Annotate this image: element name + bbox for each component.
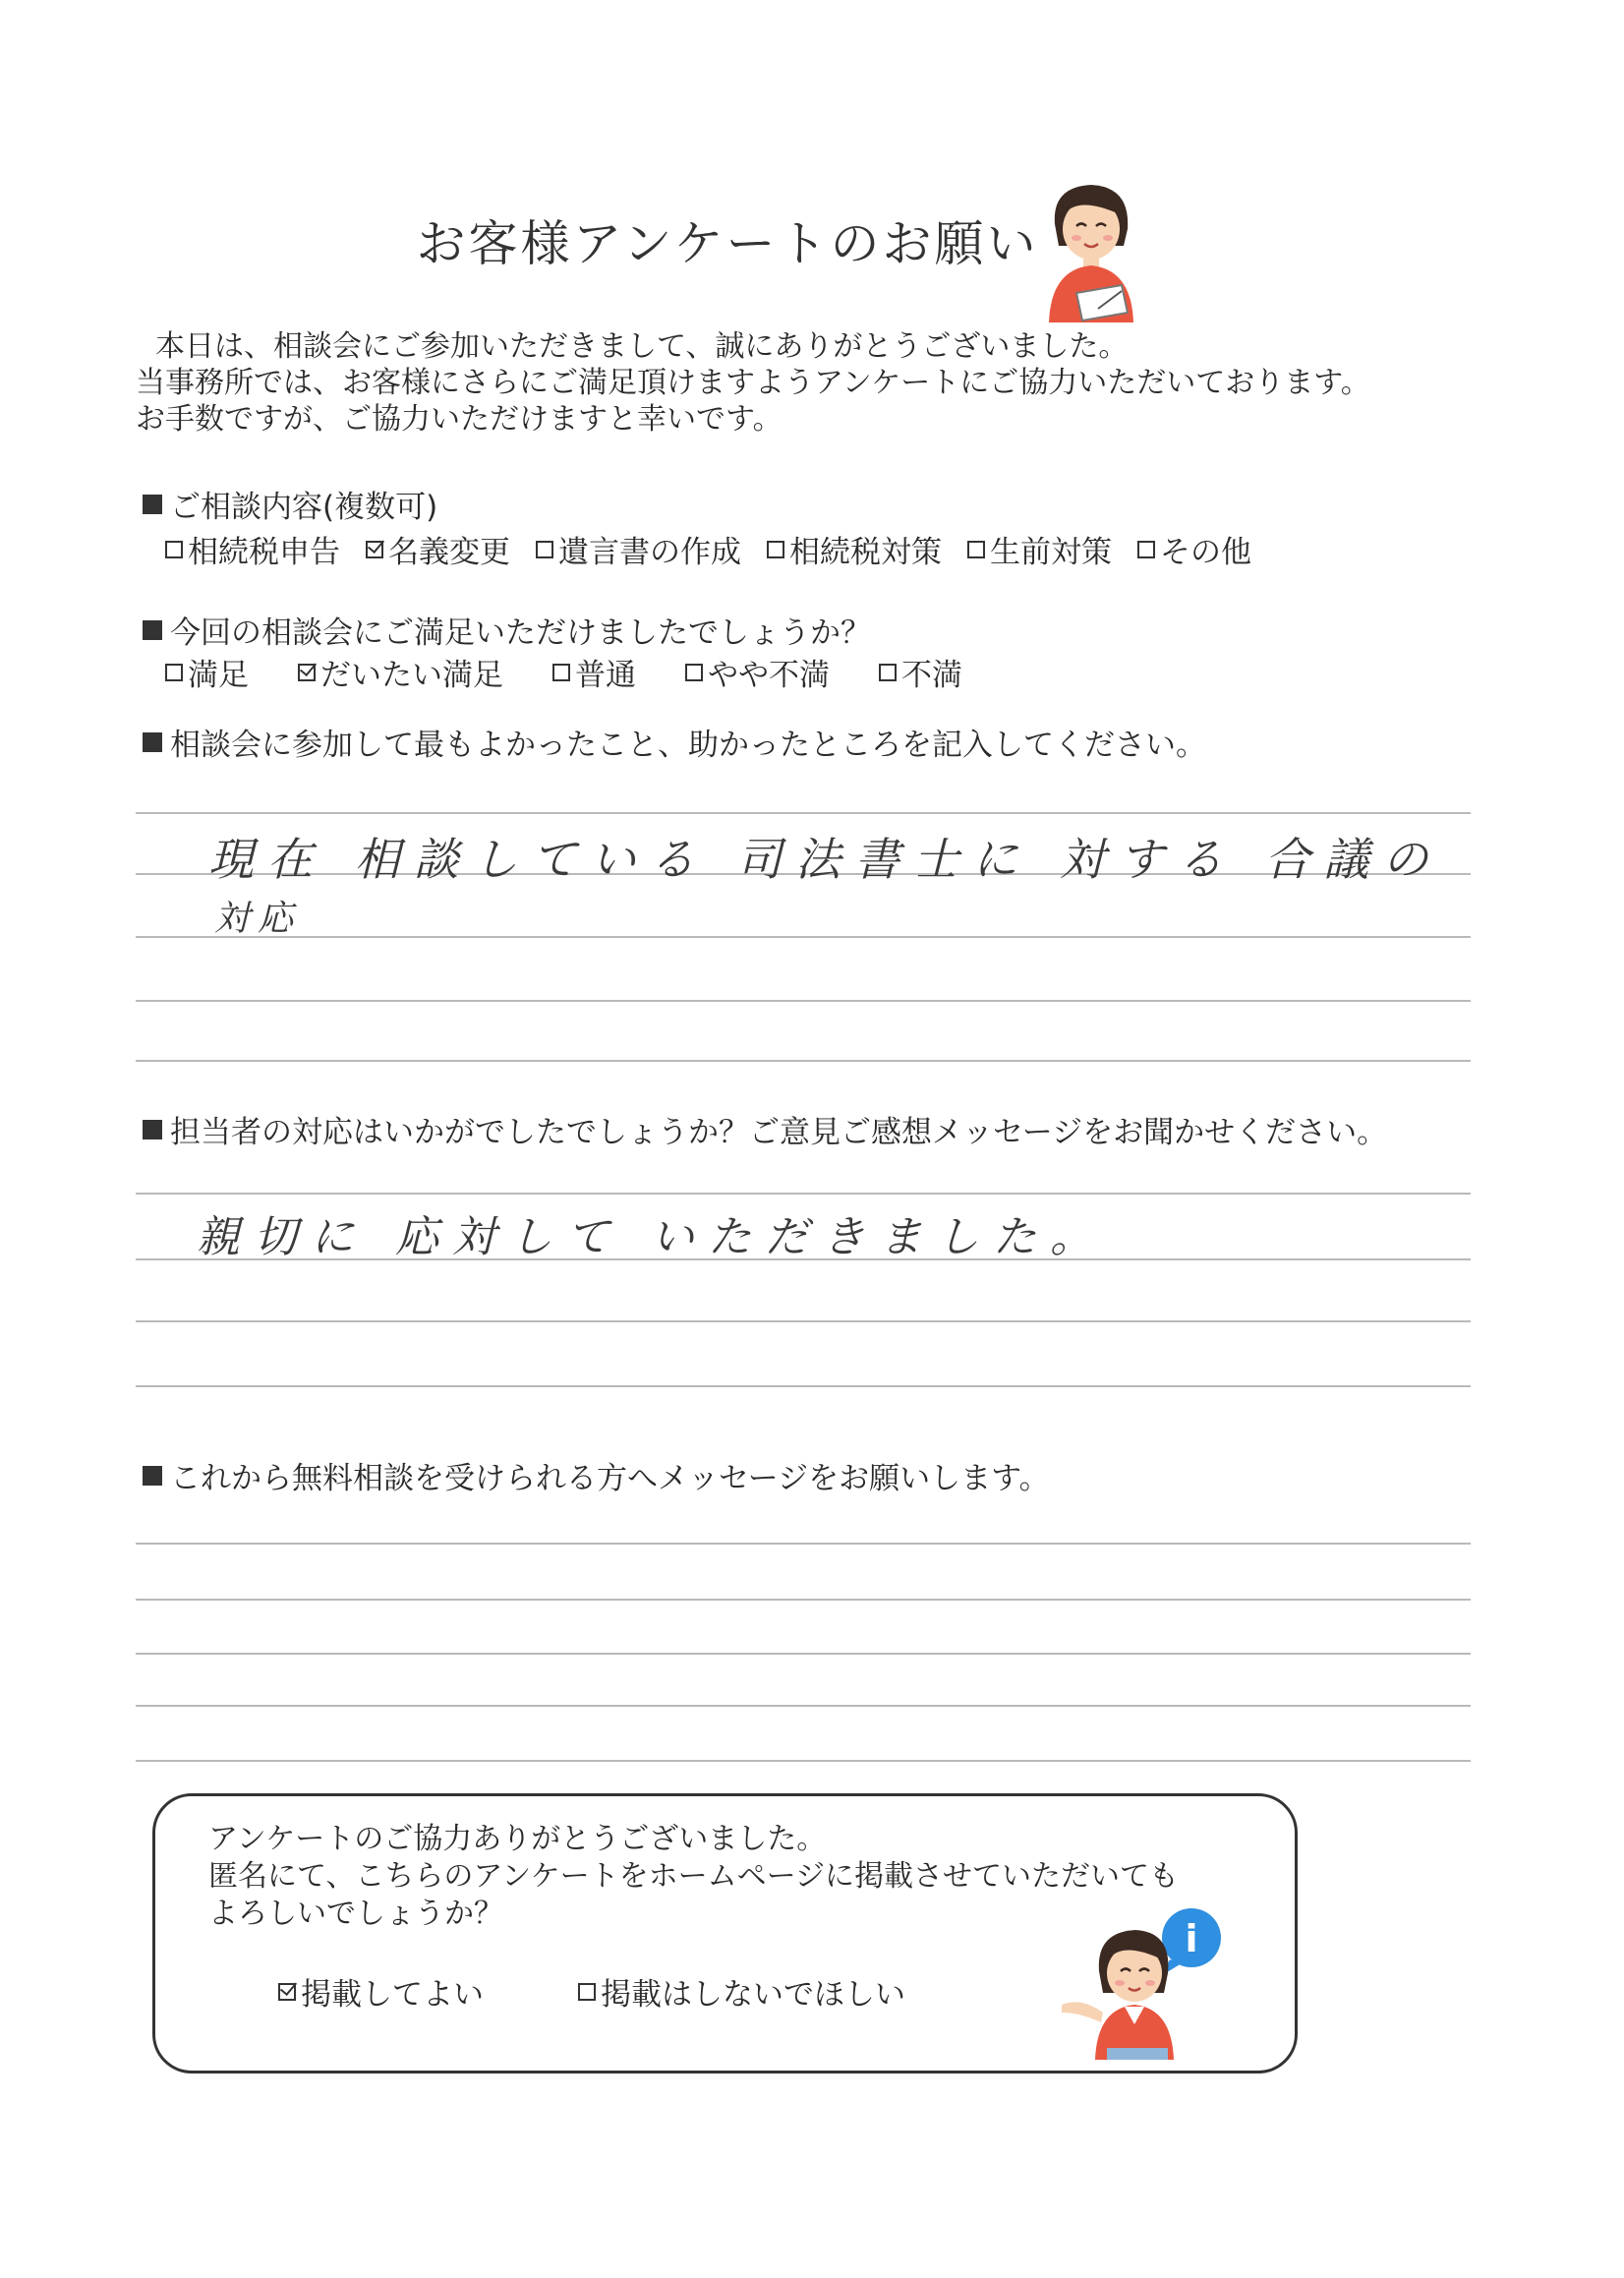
option-neutral[interactable]: 普通: [552, 650, 636, 694]
page-title: お客様アンケートのお願い: [416, 215, 1039, 272]
intro-line: お手数ですが、ご協力いただけますと幸いです。: [136, 402, 783, 437]
question-label: これから無料相談を受けられる方へメッセージをお願いします。: [170, 1461, 1050, 1496]
handwritten-answer[interactable]: 親切に 応対して いただきました。: [197, 1212, 1107, 1262]
publish-no-option[interactable]: 掲載はしないでほしい: [578, 1969, 905, 2014]
checkbox-icon[interactable]: [879, 664, 897, 681]
bullet-square-icon: [143, 1120, 162, 1139]
checkbox-icon[interactable]: [536, 541, 553, 558]
option-inheritance-tax-return[interactable]: 相続税申告: [165, 527, 340, 571]
question-staff-response: [143, 1107, 1387, 1151]
question-label: 相談会に参加して最もよかったこと、助かったところを記入してください。: [170, 728, 1206, 763]
answer-line: [136, 1543, 1471, 1545]
question-best-part: [143, 720, 1206, 764]
closing-line: アンケートのご協力ありがとうございました。: [208, 1822, 827, 1856]
intro-line: 本日は、相談会にご参加いただきまして、誠にありがとうございました。: [155, 329, 1129, 364]
question-label: 担当者の対応はいかがでしたでしょうか？ご意見ご感想メッセージをお聞かせください。: [170, 1115, 1388, 1150]
option-dissatisfied[interactable]: 不満: [879, 650, 962, 694]
question-consultation-content: [143, 482, 437, 526]
answer-line: [136, 1193, 1471, 1195]
answer-line: [136, 1000, 1471, 1002]
checkbox-icon[interactable]: [685, 664, 703, 681]
question-message-to-others: [143, 1453, 1050, 1497]
intro-text: [136, 328, 1370, 438]
checkbox-icon[interactable]: [552, 664, 570, 681]
checkbox-icon[interactable]: [967, 541, 985, 558]
bullet-square-icon: [143, 732, 162, 752]
answer-line: [136, 1599, 1471, 1601]
closing-line: よろしいでしょうか？: [208, 1897, 503, 1931]
woman-info-illustration: [1052, 1902, 1234, 2060]
answer-line: [136, 1385, 1471, 1387]
consultation-options: [165, 527, 1251, 571]
satisfaction-options: [165, 650, 962, 694]
woman-clipboard-illustration: [1037, 175, 1145, 322]
intro-line: 当事務所では、お客様にさらにご満足頂けますようアンケートにご協力いただいております。: [136, 366, 1370, 400]
answer-line: [136, 1653, 1471, 1655]
handwritten-answer[interactable]: 現在 相談している 司法書士に 対する 合議の: [208, 833, 1442, 886]
question-label: ご相談内容(複数可): [170, 490, 438, 525]
bullet-square-icon: [143, 495, 162, 514]
option-will-creation[interactable]: 遺言書の作成: [536, 527, 741, 571]
bullet-square-icon: [143, 620, 162, 640]
publish-ok-option[interactable]: 掲載してよい: [278, 1969, 484, 2014]
option-name-change[interactable]: 名義変更: [366, 527, 510, 571]
checkbox-checked-icon[interactable]: [298, 664, 316, 681]
option-mostly-satisfied[interactable]: だいたい満足: [298, 650, 503, 694]
option-inheritance-tax-planning[interactable]: 相続税対策: [767, 527, 942, 571]
answer-line: [136, 812, 1471, 814]
question-satisfaction: [143, 608, 871, 652]
checkbox-checked-icon[interactable]: [278, 1983, 296, 2001]
checkbox-icon[interactable]: [1137, 541, 1155, 558]
answer-line: [136, 936, 1471, 938]
option-pre-death-planning[interactable]: 生前対策: [967, 527, 1112, 571]
closing-line: 匿名にて、こちらのアンケートをホームページに掲載させていただいても: [208, 1859, 1179, 1894]
answer-line: [136, 1320, 1471, 1322]
info-icon: i: [1185, 1917, 1198, 1960]
checkbox-icon[interactable]: [165, 664, 183, 681]
bullet-square-icon: [143, 1466, 162, 1486]
question-label: 今回の相談会にご満足いただけましたでしょうか？: [170, 615, 871, 651]
checkbox-checked-icon[interactable]: [366, 541, 383, 558]
answer-line: [136, 1760, 1471, 1762]
option-satisfied[interactable]: 満足: [165, 650, 249, 694]
answer-line: [136, 1060, 1471, 1062]
checkbox-icon[interactable]: [165, 541, 183, 558]
answer-line: [136, 1705, 1471, 1707]
handwritten-answer[interactable]: 対応: [214, 899, 302, 939]
option-other[interactable]: その他: [1137, 527, 1251, 571]
closing-text: [208, 1821, 1179, 1933]
option-somewhat-dissatisfied[interactable]: やや不満: [685, 650, 830, 694]
checkbox-icon[interactable]: [767, 541, 784, 558]
checkbox-icon[interactable]: [578, 1983, 596, 2001]
